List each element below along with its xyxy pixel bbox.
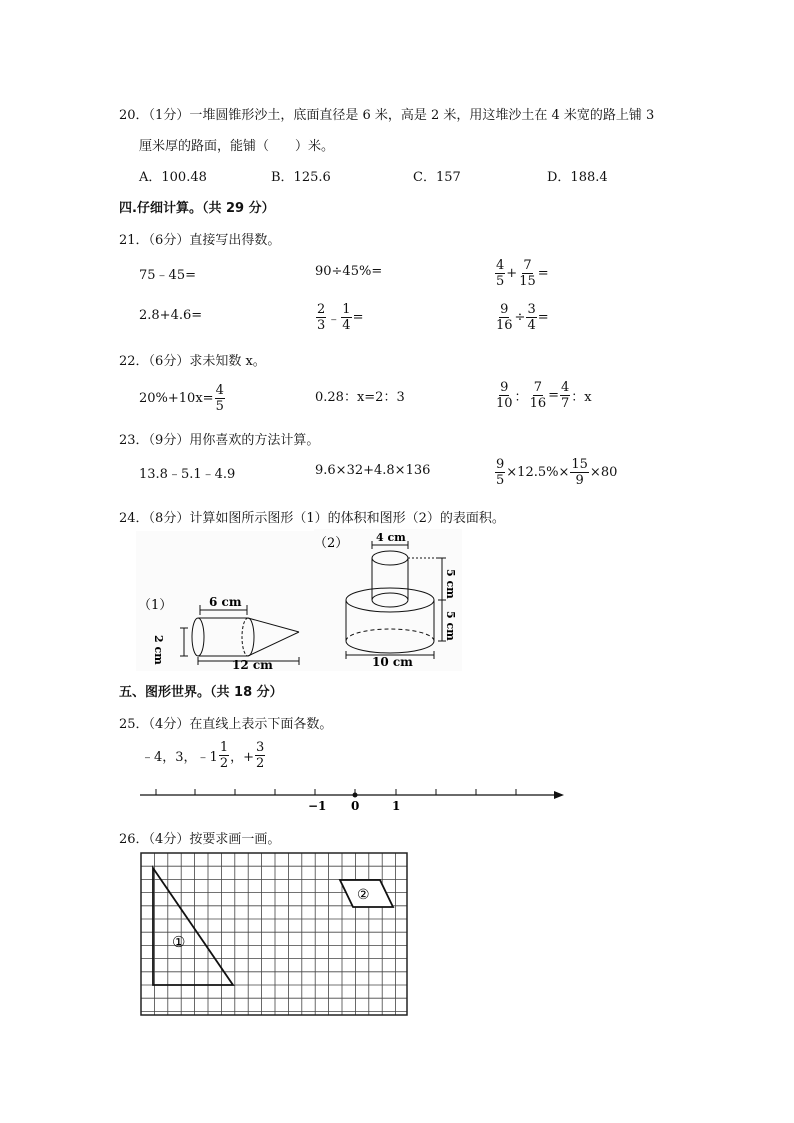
section5-title: 五、图形世界。（共 18 分）: [119, 685, 283, 700]
q20-option-c: C．157: [413, 170, 461, 185]
q25-numbers: ﹣4，3，﹣1 $\frac{1}{2}$ ，+ $\frac{3}{2}$: [141, 740, 265, 771]
fraction: $\frac{9}{16}$: [496, 302, 513, 333]
fraction: $\frac{7}{16}$: [529, 380, 547, 411]
fraction: $\frac{4}{7}$: [561, 380, 570, 411]
q20-option-a: A．100.48: [139, 170, 207, 185]
fig2-bottom-dim: 10 cm: [372, 655, 413, 669]
q21-expr1: 75﹣45=: [139, 268, 196, 283]
fraction: $\frac{3}{2}$: [256, 740, 265, 771]
q21-expr6: $\frac{9}{16}$ ÷ $\frac{3}{4}$ =: [496, 302, 549, 333]
q25-stem: 25．（4分）在直线上表示下面各数。: [119, 717, 333, 732]
axis-label-neg1: −1: [308, 799, 327, 812]
fraction: $\frac{15}{9}$: [571, 457, 588, 488]
q21-stem: 21．（6分）直接写出得数。: [119, 233, 281, 248]
q20-line2: 厘米厚的路面，能铺（ ）米。: [139, 139, 335, 154]
q21-expr4: 2.8+4.6=: [139, 308, 203, 323]
fig1-side-dim: 2 cm: [152, 635, 165, 665]
q20-line1: 20．（1分）一堆圆锥形沙土，底面直径是 6 米，高是 2 米，用这堆沙土在 4 米宽的路上铺 3: [119, 108, 655, 123]
fig1-top-dim: 6 cm: [209, 595, 242, 609]
q21-expr3: $\frac{4}{5}$ + $\frac{7}{15}$ =: [496, 258, 549, 289]
q21-expr5: $\frac{2}{3}$ ﹣ $\frac{1}{4}$ =: [317, 302, 364, 333]
fraction: $\frac{7}{15}$: [519, 258, 536, 289]
q20-option-b: B．125.6: [271, 170, 331, 185]
fig1-bottom-dim: 12 cm: [232, 658, 273, 671]
q23-stem: 23．（9分）用你喜欢的方法计算。: [119, 433, 320, 448]
q24-stem: 24．（8分）计算如图所示图形（1）的体积和图形（2）的表面积。: [119, 511, 505, 526]
q22-expr1: 20%+10x= $\frac{4}{5}$: [139, 383, 224, 414]
figure-2-stacked-cylinders: [314, 529, 462, 671]
q22-expr3: $\frac{9}{10}$ ： $\frac{7}{16}$ = $\frac{4}{7}$ ：x: [496, 380, 592, 411]
q22-expr2: 0.28：x=2：3: [315, 390, 405, 405]
figure-1-cylinder-cone: [136, 531, 316, 671]
fraction: $\frac{3}{4}$: [527, 302, 536, 333]
fig2-right-lower-dim: 5 cm: [444, 611, 457, 641]
fraction: $\frac{4}{5}$: [496, 258, 505, 289]
fig2-top-dim: 4 cm: [376, 531, 406, 544]
fraction: $\frac{4}{5}$: [215, 383, 224, 414]
q21-expr2: 90÷45%=: [315, 264, 383, 279]
fraction: $\frac{9}{10}$: [496, 380, 513, 411]
fig2-right-upper-dim: 5 cm: [444, 569, 457, 599]
q23-expr1: 13.8﹣5.1﹣4.9: [139, 467, 236, 482]
shape2-label: ②: [357, 887, 370, 903]
fraction: $\frac{1}{2}$: [219, 740, 229, 771]
q23-expr3: $\frac{9}{5}$ ×12.5%× $\frac{15}{9}$ ×80: [496, 457, 618, 488]
fraction: $\frac{2}{3}$: [317, 302, 326, 333]
axis-label-1: 1: [392, 799, 401, 812]
q23-expr2: 9.6×32+4.8×136: [315, 463, 431, 478]
q20-option-d: D．188.4: [547, 170, 608, 185]
fraction: $\frac{1}{4}$: [342, 302, 351, 333]
section4-title: 四.仔细计算。（共 29 分）: [119, 201, 275, 216]
q22-stem: 22．（6分）求未知数 x。: [119, 354, 266, 369]
axis-label-0: 0: [351, 799, 360, 812]
number-line: [138, 782, 568, 812]
shape1-label: ①: [172, 933, 186, 951]
grid-drawing-area: [140, 852, 410, 1018]
q26-stem: 26．（4分）按要求画一画。: [119, 832, 281, 847]
figure-2-label: （2）: [314, 536, 349, 551]
fraction: $\frac{9}{5}$: [496, 457, 505, 488]
figure-1-label: （1）: [138, 598, 173, 613]
